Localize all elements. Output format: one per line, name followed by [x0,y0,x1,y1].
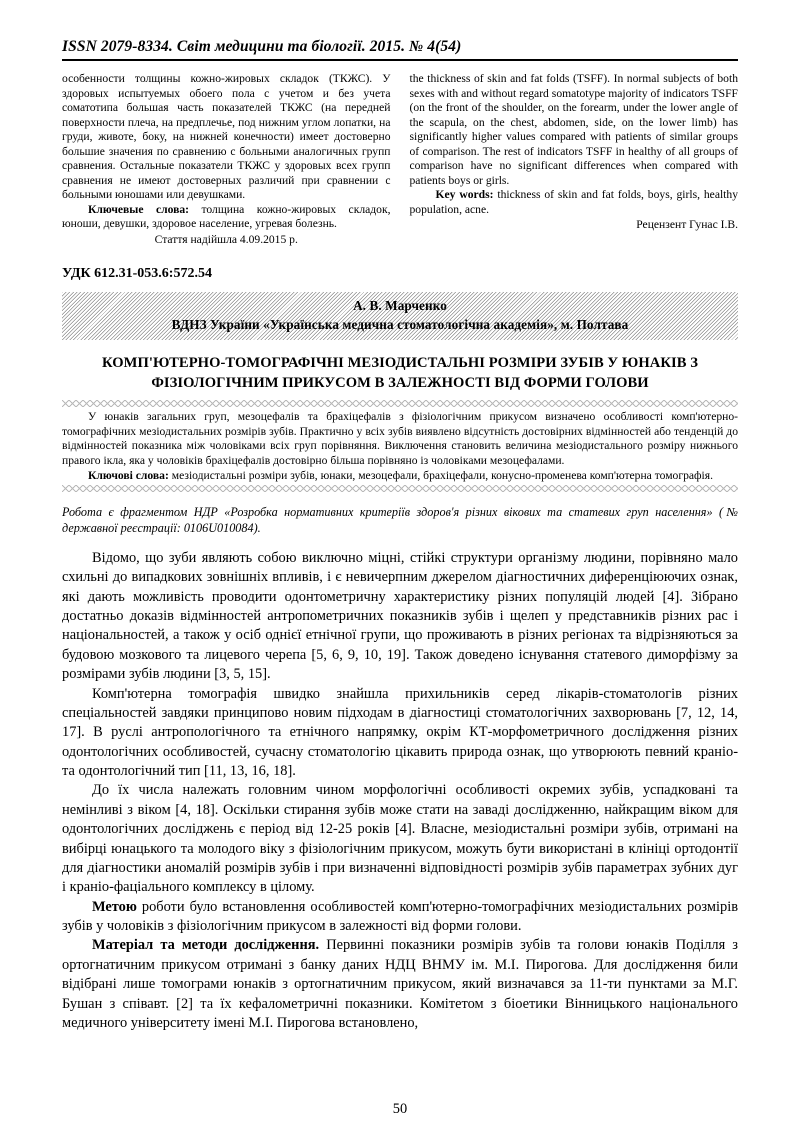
body-text [62,549,738,1033]
author-name: А. В. Марченко [353,298,447,314]
ukrainian-abstract-body: У юнаків загальних груп, мезоцефалів та брахіцефалів з фізіологічним прикусом визначено особливості комп'ютерно-томографічних мезіодистальних розмірів зубів. Практично у всіх зубів виявлено відсутність достовірних відмінностей або тенденцій до відмінностей показника між чоловіками всіх груп порівняння. Виключення становить величина мезіодистального розміру нижнього правого ікла, яка у чоловіків брахіцефалів достовірно більша порівняно із чоловіками мезоцефалами. [62,410,738,468]
funding-note-text: Робота є фрагментом НДР «Розробка нормативних критеріїв здоров'я різних вікових та статевих груп населення» (№ державної реєстрації: 0106U010084). [62,505,738,536]
abstract-column-russian [62,72,391,246]
paragraph-text: Відомо, що зуби являють собою виключно міцні, стійкі структури організму людини, порівняно мало схильні до випадкових зовнішніх впливів, і є невичерпним джерелом діагностичних диференціюючих ознак, які дають можливість проводити одонтометричну характеристику різних популяцій людей [4]. Зібрано достатньо доказів відмінностей антропометричних показників зубів і щелеп у представників різних рас і національностей, а також у осіб однієї етнічної групи, що проживають в різних регіонах та відрізняються за будовою мозкового та лицевого черепа [5, 6, 9, 10, 19]. Також доведено існування статевого диморфізму за розмірами зубів людини [3, 5, 15]. [62,549,738,683]
page-number: 50 [392,1101,408,1117]
english-keywords-label: Key words: [435,188,494,202]
english-keywords [410,188,739,217]
wavy-divider-bottom [62,485,738,492]
russian-keywords-text: толщина кожно-жировых складок, юноши, девушки, здоровое население, угревая болезнь. [62,202,391,231]
paragraph-text: Первинні показники розмірів зубів та голови юнаків Поділля з ортогнатичним прикусом отримані з банку даних НДЦ ВНМУ ім. М.І. Пирогова. Для дослідження били відібрані лише томограми юнаків з ортогнатичним прикусом, який визначався за 11-ти пунктами за М.Г. Бушан з співавт. [2] та їх кефалометричні показники. Комітетом з біоетики Вінницького національного медичного університету імені М.І. Пирогова встановлено, [62,937,738,1031]
russian-keywords-label: Ключевые слова: [88,202,190,216]
ukrainian-keywords-text: мезіодистальні розміри зубів, юнаки, мезоцефали, брахіцефали, конусно-променева комп'ютерна томографія. [168,468,714,482]
body-paragraph [62,898,738,937]
author-band [62,292,738,340]
body-paragraph [62,549,738,685]
page-title: КОМП'ЮТЕРНО-ТОМОГРАФІЧНІ МЕЗІОДИСТАЛЬНІ РОЗМІРИ ЗУБІВ У ЮНАКІВ З ФІЗІОЛОГІЧНИМ ПРИКУСОМ В ЗАЛЕЖНОСТІ ВІД ФОРМИ ГОЛОВИ [102,355,698,391]
ukrainian-keywords-label: Ключові слова: [88,468,169,482]
body-paragraph [62,936,738,1033]
funding-note [62,505,738,537]
english-keywords-text: thickness of skin and fat folds, boys, girls, healthy population, acne. [409,188,738,216]
header-rule [62,59,738,61]
english-abstract-body: the thickness of skin and fat folds (TSFF). In normal subjects of both sexes with and without regard somatotype majority of indicators TSFF (on the front of the shoulder, on the forearm, under the lower angle of the scapula, on the chest, abdomen, side, on the lower limb) has significantly higher values compared with patients of similar groups of comparison. The rest of indicators TSFF in healthy of all groups of comparison have no significant differences when compared with patients boys or girls. [409,72,738,187]
ukrainian-abstract [62,410,738,483]
abstract-column-english [410,72,739,246]
abstract-columns [62,72,738,246]
paragraph-text: Комп'ютерна томографія швидко знайшла прихильників серед лікарів-стоматологів різних спеціальностей завдяки принципово новим підходам в діагностиці стоматологічних захворювань [7, 12, 14, 17]. В руслі антропологічного та етнічного напрямку, окрім КТ-морфометричного дослідження різних одонтологічних особливостей, сучасну стоматологію цікавить природа ознак, що утворюють певний краніо- та одонтологічний тип [11, 13, 16, 18]. [62,685,738,780]
russian-abstract-body: особенности толщины кожно-жировых складок (ТКЖС). У здоровых испытуемых обоего пола с учетом и без учета соматотипа большая часть показателей ТКЖС (на передней поверхности плеча, на предплечье, под нижним углом лопатки, на груди, животе, боку, на нижней конечности) имеет достоверно большие значения по сравнению с больными аналогичных групп сравнения. Остальные показатели ТКЖС у здоровых всех групп сравнения не имеют достоверных различий при сравнении с больными юношами или девушками. [62,72,391,202]
ukrainian-keywords [62,469,738,484]
paragraph-lead: Матеріал та методи дослідження. [92,937,320,954]
russian-keywords [62,203,391,232]
paragraph-lead: Метою [92,898,137,915]
received-date: Стаття надійшла 4.09.2015 р. [154,233,298,247]
body-paragraph [62,685,738,782]
body-paragraph [62,781,738,897]
author-affiliation: ВДНЗ України «Українська медична стоматологічна академія», м. Полтава [171,316,629,332]
udc-code: УДК 612.31-053.6:572.54 [62,266,212,282]
paragraph-text: До їх числа належать головним чином морфологічні особливості окремих зубів, успадковані та немінливі з віком [4, 18]. Оскільки стирання зубів може стати на заваді дослідженню, найкращим віком для одонтологічних досліджень є період від 12-25 років [4]. Власне, мезіодистальні розміри зубів, отримані на вибірці юнацького та молодого віку з фізіологічним прикусом, можуть бути використані в клініці ортодонтії для діагностики аномалій розмірів зубів і при визначенні відповідності розмірів зубів параметрах зубних дуг і краніо-фаціального комплексу в цілому. [62,782,738,896]
paragraph-text: роботи було встановлення особливостей комп'ютерно-томографічних мезіодистальних розмірів зубів у чоловіків з фізіологічним прикусом в залежності від форми голови. [62,898,738,935]
running-head: ISSN 2079-8334. Світ медицини та біології. 2015. № 4(54) [62,38,462,55]
reviewer-line: Рецензент Гунас І.В. [636,218,738,232]
wavy-divider-top [62,400,738,407]
